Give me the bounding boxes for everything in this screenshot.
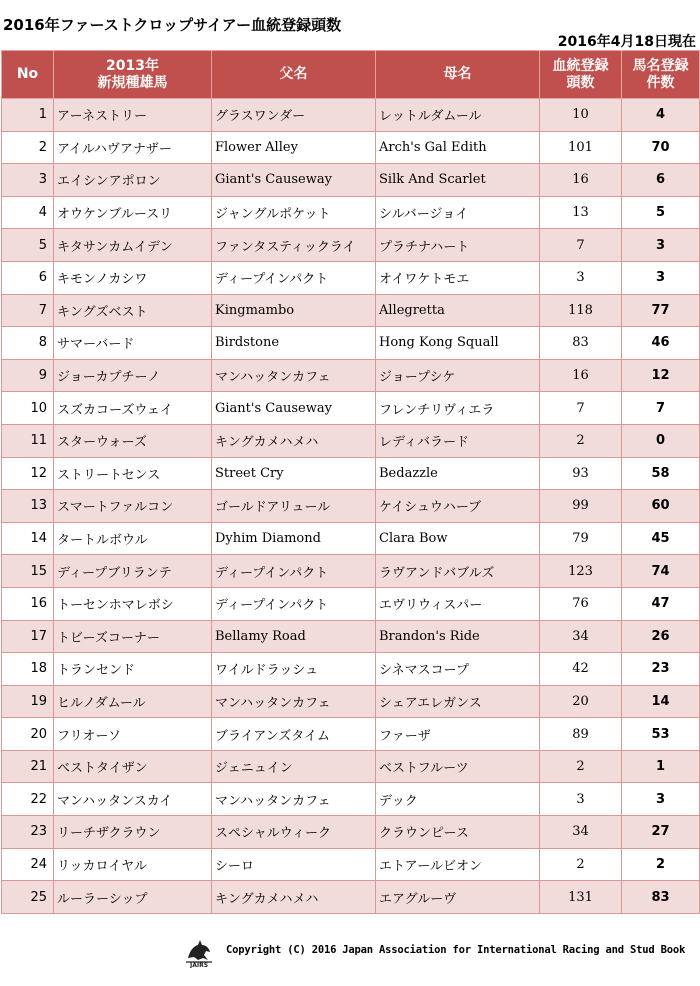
cell-mother: エトアールビオン	[376, 848, 540, 881]
cell-father: Birdstone	[212, 327, 376, 360]
cell-sire: ベストタイザン	[54, 750, 212, 783]
cell-father: マンハッタンカフェ	[212, 783, 376, 816]
cell-father: ジャングルポケット	[212, 196, 376, 229]
table-row	[2, 555, 700, 588]
cell-named-count: 7	[622, 392, 700, 425]
cell-mother: レディバラード	[376, 424, 540, 457]
cell-father: Kingmambo	[212, 294, 376, 327]
cell-named-count: 53	[622, 718, 700, 751]
cell-no: 15	[2, 555, 54, 588]
cell-sire: ルーラーシップ	[54, 881, 212, 914]
cell-mother: ベストフルーツ	[376, 750, 540, 783]
cell-sire: キングズベスト	[54, 294, 212, 327]
cell-named-count: 77	[622, 294, 700, 327]
table-row	[2, 522, 700, 555]
cell-sire: マンハッタンスカイ	[54, 783, 212, 816]
cell-registered-count: 2	[540, 848, 622, 881]
col-header-sire-line1: 2013年	[106, 57, 159, 74]
cell-father: キングカメハメハ	[212, 424, 376, 457]
table-row	[2, 131, 700, 164]
cell-father: Street Cry	[212, 457, 376, 490]
col-header-registered	[540, 51, 622, 99]
table-row	[2, 392, 700, 425]
cell-no: 9	[2, 359, 54, 392]
col-header-named-line1: 馬名登録	[632, 57, 689, 74]
cell-sire: スマートファルコン	[54, 490, 212, 523]
cell-father: Giant's Causeway	[212, 164, 376, 197]
table-row	[2, 229, 700, 262]
cell-registered-count: 123	[540, 555, 622, 588]
cell-sire: ヒルノダムール	[54, 685, 212, 718]
cell-named-count: 12	[622, 359, 700, 392]
cell-mother: ファーザ	[376, 718, 540, 751]
table-row	[2, 881, 700, 914]
cell-registered-count: 3	[540, 783, 622, 816]
table-row	[2, 490, 700, 523]
cell-sire: リーチザクラウン	[54, 816, 212, 849]
cell-sire: アイルハヴアナザー	[54, 131, 212, 164]
footer	[184, 934, 700, 970]
cell-mother: Allegretta	[376, 294, 540, 327]
cell-no: 2	[2, 131, 54, 164]
cell-named-count: 3	[622, 229, 700, 262]
logo-text: JAIRS	[189, 962, 209, 968]
cell-sire: トランセンド	[54, 653, 212, 686]
table-row	[2, 718, 700, 751]
table-row	[2, 327, 700, 360]
cell-no: 5	[2, 229, 54, 262]
cell-no: 16	[2, 587, 54, 620]
cell-no: 20	[2, 718, 54, 751]
cell-sire: ジョーカプチーノ	[54, 359, 212, 392]
cell-sire: スターウォーズ	[54, 424, 212, 457]
cell-named-count: 83	[622, 881, 700, 914]
table-row	[2, 620, 700, 653]
col-header-registered-line2: 頭数	[566, 74, 595, 91]
cell-sire: トーセンホマレボシ	[54, 587, 212, 620]
cell-mother: Hong Kong Squall	[376, 327, 540, 360]
cell-mother: シルバージョイ	[376, 196, 540, 229]
cell-no: 24	[2, 848, 54, 881]
cell-mother: エヴリウィスパー	[376, 587, 540, 620]
cell-sire: スズカコーズウェイ	[54, 392, 212, 425]
table-row	[2, 848, 700, 881]
cell-mother: Arch's Gal Edith	[376, 131, 540, 164]
col-header-no: No	[2, 51, 54, 99]
cell-father: スペシャルウィーク	[212, 816, 376, 849]
cell-named-count: 3	[622, 783, 700, 816]
table-row	[2, 587, 700, 620]
sire-registration-table	[1, 50, 700, 914]
cell-father: マンハッタンカフェ	[212, 685, 376, 718]
jairs-logo-icon	[184, 936, 214, 968]
table-row	[2, 816, 700, 849]
col-header-sire	[54, 51, 212, 99]
cell-mother: プラチナハート	[376, 229, 540, 262]
cell-no: 18	[2, 653, 54, 686]
cell-father: Giant's Causeway	[212, 392, 376, 425]
col-header-sire-line2: 新規種雄馬	[97, 74, 168, 91]
cell-named-count: 14	[622, 685, 700, 718]
cell-no: 17	[2, 620, 54, 653]
copyright-text: Copyright (C) 2016 Japan Association for International Racing and Stud Book	[226, 944, 686, 956]
cell-no: 13	[2, 490, 54, 523]
cell-no: 22	[2, 783, 54, 816]
cell-father: ジェニュイン	[212, 750, 376, 783]
cell-registered-count: 3	[540, 261, 622, 294]
cell-father: ディープインパクト	[212, 587, 376, 620]
cell-registered-count: 2	[540, 424, 622, 457]
cell-no: 12	[2, 457, 54, 490]
cell-mother: クラウンピース	[376, 816, 540, 849]
cell-named-count: 0	[622, 424, 700, 457]
cell-registered-count: 34	[540, 816, 622, 849]
cell-registered-count: 79	[540, 522, 622, 555]
cell-father: ディープインパクト	[212, 261, 376, 294]
table-row	[2, 164, 700, 197]
cell-named-count: 4	[622, 99, 700, 132]
cell-sire: タートルボウル	[54, 522, 212, 555]
cell-no: 25	[2, 881, 54, 914]
table-row	[2, 750, 700, 783]
cell-mother: ジョープシケ	[376, 359, 540, 392]
cell-mother: Clara Bow	[376, 522, 540, 555]
cell-named-count: 46	[622, 327, 700, 360]
cell-no: 8	[2, 327, 54, 360]
cell-no: 23	[2, 816, 54, 849]
cell-father: ブライアンズタイム	[212, 718, 376, 751]
cell-mother: Brandon's Ride	[376, 620, 540, 653]
cell-registered-count: 89	[540, 718, 622, 751]
cell-registered-count: 83	[540, 327, 622, 360]
cell-registered-count: 118	[540, 294, 622, 327]
cell-no: 3	[2, 164, 54, 197]
cell-named-count: 1	[622, 750, 700, 783]
table-row	[2, 783, 700, 816]
cell-mother: Silk And Scarlet	[376, 164, 540, 197]
cell-named-count: 47	[622, 587, 700, 620]
cell-no: 10	[2, 392, 54, 425]
cell-no: 1	[2, 99, 54, 132]
cell-sire: ストリートセンス	[54, 457, 212, 490]
cell-sire: キタサンカムイデン	[54, 229, 212, 262]
cell-registered-count: 93	[540, 457, 622, 490]
cell-no: 6	[2, 261, 54, 294]
cell-father: ファンタスティックライ	[212, 229, 376, 262]
col-header-named-line2: 件数	[646, 74, 675, 91]
cell-registered-count: 16	[540, 164, 622, 197]
cell-registered-count: 76	[540, 587, 622, 620]
cell-father: マンハッタンカフェ	[212, 359, 376, 392]
cell-no: 4	[2, 196, 54, 229]
cell-father: Flower Alley	[212, 131, 376, 164]
cell-mother: ラヴアンドバブルズ	[376, 555, 540, 588]
cell-no: 7	[2, 294, 54, 327]
cell-mother: Bedazzle	[376, 457, 540, 490]
cell-registered-count: 2	[540, 750, 622, 783]
cell-named-count: 3	[622, 261, 700, 294]
cell-registered-count: 16	[540, 359, 622, 392]
cell-sire: サマーバード	[54, 327, 212, 360]
cell-named-count: 5	[622, 196, 700, 229]
cell-mother: レットルダムール	[376, 99, 540, 132]
cell-named-count: 58	[622, 457, 700, 490]
col-header-registered-line1: 血統登録	[552, 57, 609, 74]
table-row	[2, 685, 700, 718]
page-title: 2016年ファーストクロップサイアー血統登録頭数	[3, 16, 342, 34]
cell-registered-count: 101	[540, 131, 622, 164]
table-row	[2, 359, 700, 392]
cell-father: ワイルドラッシュ	[212, 653, 376, 686]
table-header-row	[2, 51, 700, 99]
cell-mother: エアグルーヴ	[376, 881, 540, 914]
cell-registered-count: 42	[540, 653, 622, 686]
col-header-father: 父名	[212, 51, 376, 99]
cell-father: Bellamy Road	[212, 620, 376, 653]
cell-registered-count: 7	[540, 392, 622, 425]
table-row	[2, 457, 700, 490]
cell-mother: シネマスコープ	[376, 653, 540, 686]
cell-mother: シェアエレガンス	[376, 685, 540, 718]
table-row	[2, 99, 700, 132]
cell-named-count: 27	[622, 816, 700, 849]
cell-father: キングカメハメハ	[212, 881, 376, 914]
cell-sire: フリオーソ	[54, 718, 212, 751]
cell-registered-count: 13	[540, 196, 622, 229]
table-row	[2, 294, 700, 327]
table-row	[2, 424, 700, 457]
as-of-date: 2016年4月18日現在	[557, 34, 696, 50]
cell-father: グラスワンダー	[212, 99, 376, 132]
cell-mother: フレンチリヴィエラ	[376, 392, 540, 425]
col-header-named	[622, 51, 700, 99]
cell-registered-count: 99	[540, 490, 622, 523]
cell-no: 11	[2, 424, 54, 457]
cell-father: ゴールドアリュール	[212, 490, 376, 523]
cell-mother: デック	[376, 783, 540, 816]
cell-registered-count: 131	[540, 881, 622, 914]
cell-named-count: 60	[622, 490, 700, 523]
col-header-mother: 母名	[376, 51, 540, 99]
table-body	[2, 99, 700, 914]
cell-sire: キモンノカシワ	[54, 261, 212, 294]
table-row	[2, 196, 700, 229]
cell-sire: エイシンアポロン	[54, 164, 212, 197]
cell-father: ディープインパクト	[212, 555, 376, 588]
cell-father: シーロ	[212, 848, 376, 881]
cell-no: 19	[2, 685, 54, 718]
cell-father: Dyhim Diamond	[212, 522, 376, 555]
cell-named-count: 2	[622, 848, 700, 881]
cell-named-count: 45	[622, 522, 700, 555]
cell-sire: オウケンブルースリ	[54, 196, 212, 229]
cell-registered-count: 7	[540, 229, 622, 262]
cell-named-count: 26	[622, 620, 700, 653]
cell-registered-count: 20	[540, 685, 622, 718]
cell-no: 14	[2, 522, 54, 555]
cell-no: 21	[2, 750, 54, 783]
cell-registered-count: 34	[540, 620, 622, 653]
cell-sire: リッカロイヤル	[54, 848, 212, 881]
cell-sire: ディープブリランテ	[54, 555, 212, 588]
cell-named-count: 74	[622, 555, 700, 588]
cell-mother: ケイシュウハーブ	[376, 490, 540, 523]
cell-registered-count: 10	[540, 99, 622, 132]
cell-sire: トビーズコーナー	[54, 620, 212, 653]
table-row	[2, 653, 700, 686]
cell-named-count: 23	[622, 653, 700, 686]
cell-mother: オイワケトモエ	[376, 261, 540, 294]
cell-named-count: 70	[622, 131, 700, 164]
table-row	[2, 261, 700, 294]
cell-named-count: 6	[622, 164, 700, 197]
cell-sire: アーネストリー	[54, 99, 212, 132]
